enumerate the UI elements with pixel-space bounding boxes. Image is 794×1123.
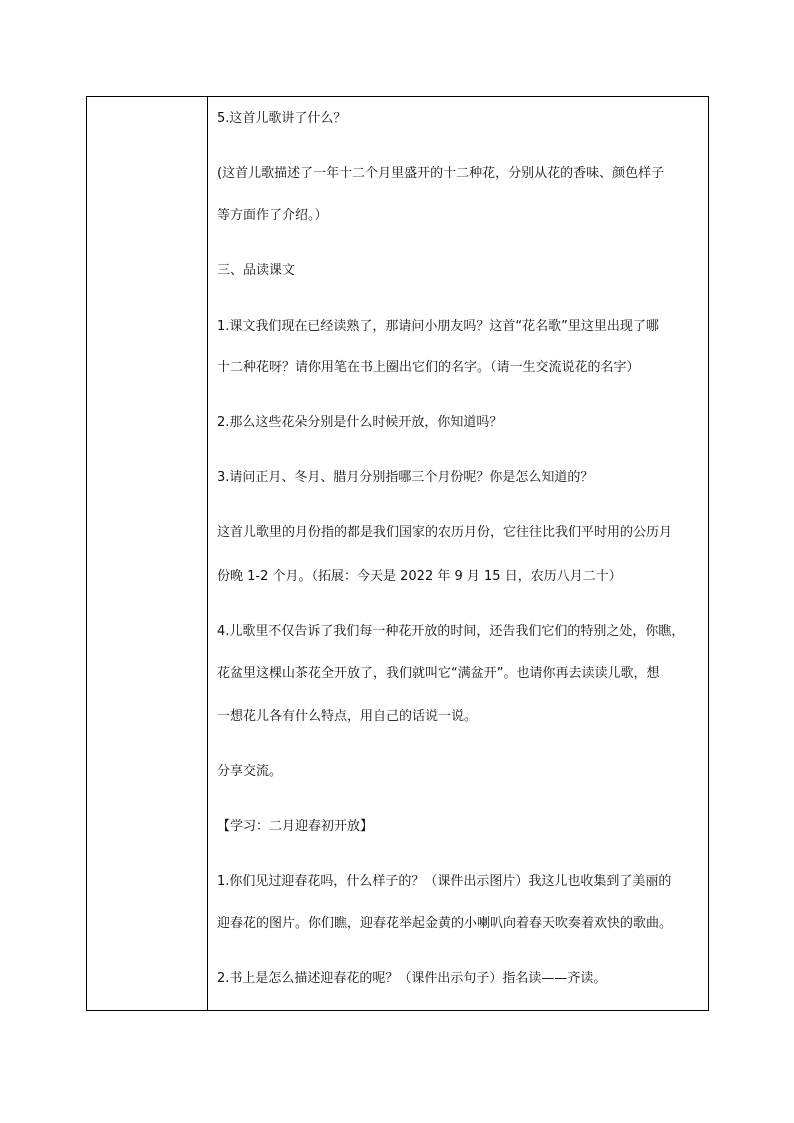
study-item-1-line-1: 1.你们见过迎春花吗，什么样子的？（课件出示图片）我这儿也收集到了美丽的 <box>217 874 672 889</box>
item-1-line-1: 1.课文我们现在已经读熟了，那请问小朋友吗？这首“花名歌”里这里出现了哪 <box>217 319 659 334</box>
item-1-line-2: 十二种花呀？请你用笔在书上圈出它们的名字。（请一生交流说花的名字） <box>217 360 640 375</box>
answer-line-1: (这首儿歌描述了一年十二个月里盛开的十二种花，分别从花的香味、颜色样子 <box>217 166 665 181</box>
explanation-line-2: 份晚 1-2 个月。（拓展：今天是 2022 年 9 月 15 日，农历八月二十） <box>217 569 622 584</box>
item-4-line-1: 4.儿歌里不仅告诉了我们每一种花开放的时间，还告我们它们的特别之处，你瞧， <box>217 624 685 639</box>
study-item-2: 2.书上是怎么描述迎春花的呢？（课件出示句子）指名读——齐读。 <box>217 971 607 986</box>
study-item-1-line-2: 迎春花的图片。你们瞧，迎春花举起金黄的小喇叭向着春天吹奏着欢快的歌曲。 <box>217 916 673 931</box>
question-5: 5.这首儿歌讲了什么？ <box>217 111 347 126</box>
share-line: 分享交流。 <box>217 764 283 779</box>
item-4-line-3: 一想花儿各有什么特点，用自己的话说一说。 <box>217 709 478 724</box>
lesson-table <box>86 96 709 1011</box>
item-3: 3.请问正月、冬月、腊月分别指哪三个月份呢？你是怎么知道的？ <box>217 470 594 485</box>
content-cell <box>208 97 708 1010</box>
study-heading: 【学习：二月迎春初开放】 <box>217 819 374 834</box>
left-column-cell <box>87 97 208 1010</box>
item-2: 2.那么这些花朵分别是什么时候开放，你知道吗？ <box>217 415 503 430</box>
section-heading: 三、品读课文 <box>217 263 296 278</box>
answer-line-2: 等方面作了介绍。） <box>217 208 328 223</box>
explanation-line-1: 这首儿歌里的月份指的都是我们国家的农历月份，它往往比我们平时用的公历月 <box>217 525 673 540</box>
item-4-line-2: 花盆里这棵山茶花全开放了，我们就叫它“满盆开”。也请你再去读读儿歌，想 <box>217 666 660 681</box>
